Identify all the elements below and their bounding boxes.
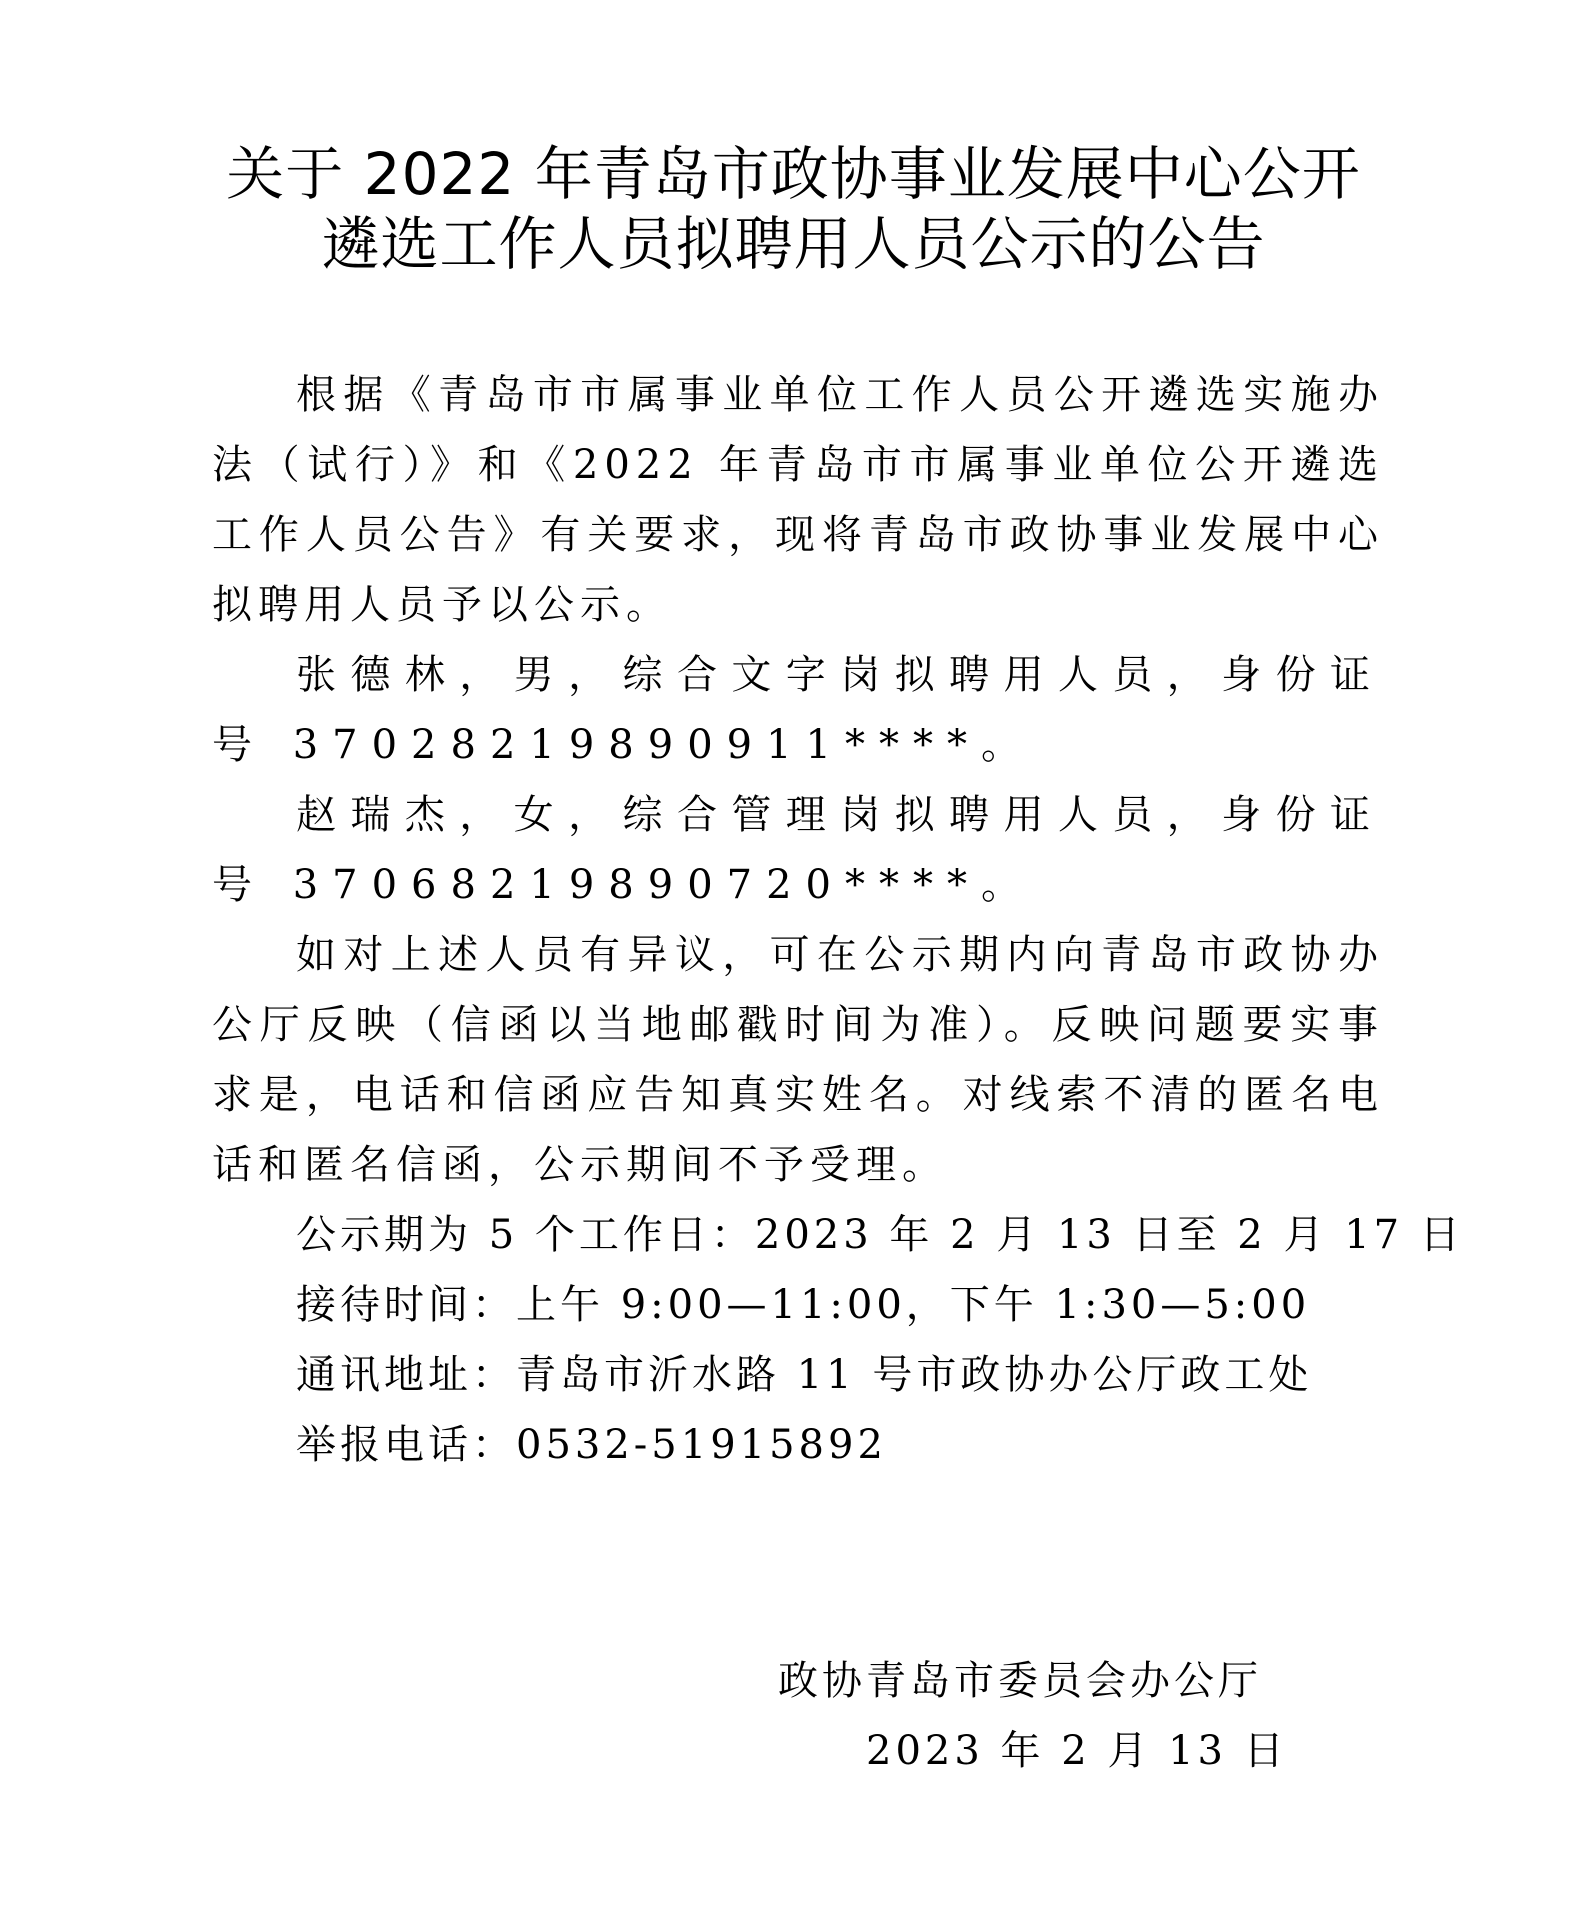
- issue-date: 2023 年 2 月 13 日: [866, 1728, 1288, 1774]
- notice-title-line-2: 遴选工作人员拟聘用人员公示的公告: [321, 210, 1266, 278]
- publicity-period: 公示期为 5 个工作日：2023 年 2 月 13 日至 2 月 17 日: [296, 1212, 1464, 1258]
- report-phone: 举报电话：0532-51915892: [296, 1422, 887, 1468]
- intro-paragraph: 根据《青岛市市属事业单位工作人员公开遴选实施办法（试行）》和《2022 年青岛市市属事业单位公开遴选工作人员公告》有关要求，现将青岛市政协事业发展中心拟聘用人员予以公示。: [212, 372, 1384, 628]
- candidate-paragraph-1: 张德林，男，综合文字岗拟聘用人员，身份证号 37028219890911****。: [212, 652, 1384, 768]
- candidate-paragraph-2: 赵瑞杰，女，综合管理岗拟聘用人员，身份证号 37068219890720****。: [212, 792, 1384, 908]
- reception-hours: 接待时间：上午 9:00—11:00，下午 1:30—5:00: [296, 1282, 1311, 1328]
- notice-title-line-1: 关于 2022 年青岛市政协事业发展中心公开: [226, 140, 1361, 208]
- issuing-organization: 政协青岛市委员会办公厅: [778, 1658, 1262, 1704]
- objection-paragraph: 如对上述人员有异议，可在公示期内向青岛市政协办公厅反映（信函以当地邮戳时间为准）。反映问题要实事求是，电话和信函应告知真实姓名。对线索不清的匿名电话和匿名信函，公示期间不予受理。: [212, 932, 1384, 1188]
- mailing-address: 通讯地址：青岛市沂水路 11 号市政协办公厅政工处: [296, 1352, 1313, 1398]
- notice-body: [212, 360, 1464, 1480]
